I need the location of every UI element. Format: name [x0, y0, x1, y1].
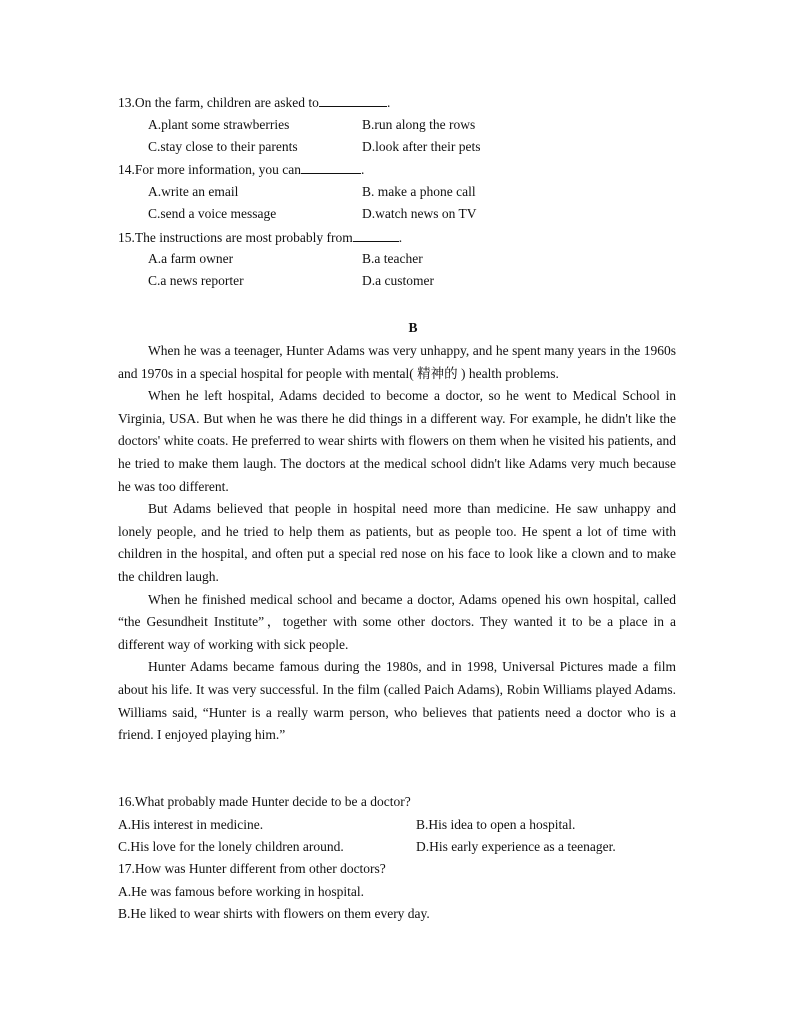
question-13-stem: 13.On the farm, children are asked to: [118, 95, 319, 110]
question-15-option-a: A.a farm owner: [148, 251, 234, 266]
question-15: [118, 229, 402, 246]
question-15-option-d: D.a customer: [362, 273, 434, 288]
answer-blank: [301, 161, 361, 174]
question-14-tail: .: [360, 162, 365, 177]
question-15-tail: .: [398, 230, 403, 245]
question-13-option-a: A.plant some strawberries: [148, 117, 290, 132]
question-16-option-a: A.His interest in medicine.: [118, 817, 264, 832]
passage-paragraph: When he left hospital, Adams decided to become a doctor, so he went to Medical School in Virginia, USA. But when he was there he did things in a different way. For example, he didn't like the doctors' white coats. He preferred to wear shirts with flowers on them when he visited his patients, and he tried to make them laugh. The doctors at the medical school didn't like Adams very much because he was too different.: [118, 388, 676, 494]
question-15-stem: 15.The instructions are most probably from: [118, 230, 353, 245]
passage-paragraph: Hunter Adams became famous during the 1980s, and in 1998, Universal Pictures made a film about his life. It was very successful. In the film (called Paich Adams), Robin Williams played Adams. Williams said, “Hunter is a really warm person, who believes that patients need a doctor who is a friend. I enjoyed playing him.”: [118, 659, 676, 743]
question-16-option-c: C.His love for the lonely children around.: [118, 839, 344, 854]
question-14: [118, 161, 364, 178]
section-heading: B: [408, 320, 418, 335]
question-16-option-d: D.His early experience as a teenager.: [416, 839, 616, 854]
question-13-option-b: B.run along the rows: [362, 117, 476, 132]
question-15-option-b: B.a teacher: [362, 251, 423, 266]
passage-paragraph: When he finished medical school and became a doctor, Adams opened his own hospital, called “the Gesundheit Institute”，together with some other doctors. They wanted it to be a place in a different way of working with sick people.: [118, 591, 676, 652]
passage-paragraph: When he was a teenager, Hunter Adams was very unhappy, and he spent many years in the 1960s and 1970s in a special hospital for people with mental( 精神的 ) health problems.: [118, 343, 676, 381]
question-16: 16.What probably made Hunter decide to be a doctor?: [118, 794, 411, 809]
question-16-option-b: B.His idea to open a hospital.: [416, 817, 576, 832]
reading-passage: [118, 340, 676, 747]
question-13-option-d: D.look after their pets: [362, 139, 481, 154]
question-14-stem: 14.For more information, you can: [118, 162, 301, 177]
question-13-tail: .: [386, 95, 391, 110]
question-17-option-b: B.He liked to wear shirts with flowers on them every day.: [118, 906, 430, 921]
question-13-option-c: C.stay close to their parents: [148, 139, 298, 154]
question-13: [118, 94, 390, 111]
question-17: 17.How was Hunter different from other doctors?: [118, 861, 386, 876]
passage-paragraph: But Adams believed that people in hospital need more than medicine. He saw unhappy and lonely people, and he tried to help them as patients, but as people too. He spent a lot of time with children in the hospital, and often put a special red nose on his face to look like a clown and to make the children laugh.: [118, 501, 676, 584]
question-14-option-d: D.watch news on TV: [362, 206, 477, 221]
question-17-option-a: A.He was famous before working in hospital.: [118, 884, 364, 899]
question-14-option-c: C.send a voice message: [148, 206, 277, 221]
question-14-option-b: B. make a phone call: [362, 184, 476, 199]
answer-blank: [319, 94, 387, 107]
answer-blank: [353, 229, 399, 242]
question-15-option-c: C.a news reporter: [148, 273, 244, 288]
question-14-option-a: A.write an email: [148, 184, 239, 199]
